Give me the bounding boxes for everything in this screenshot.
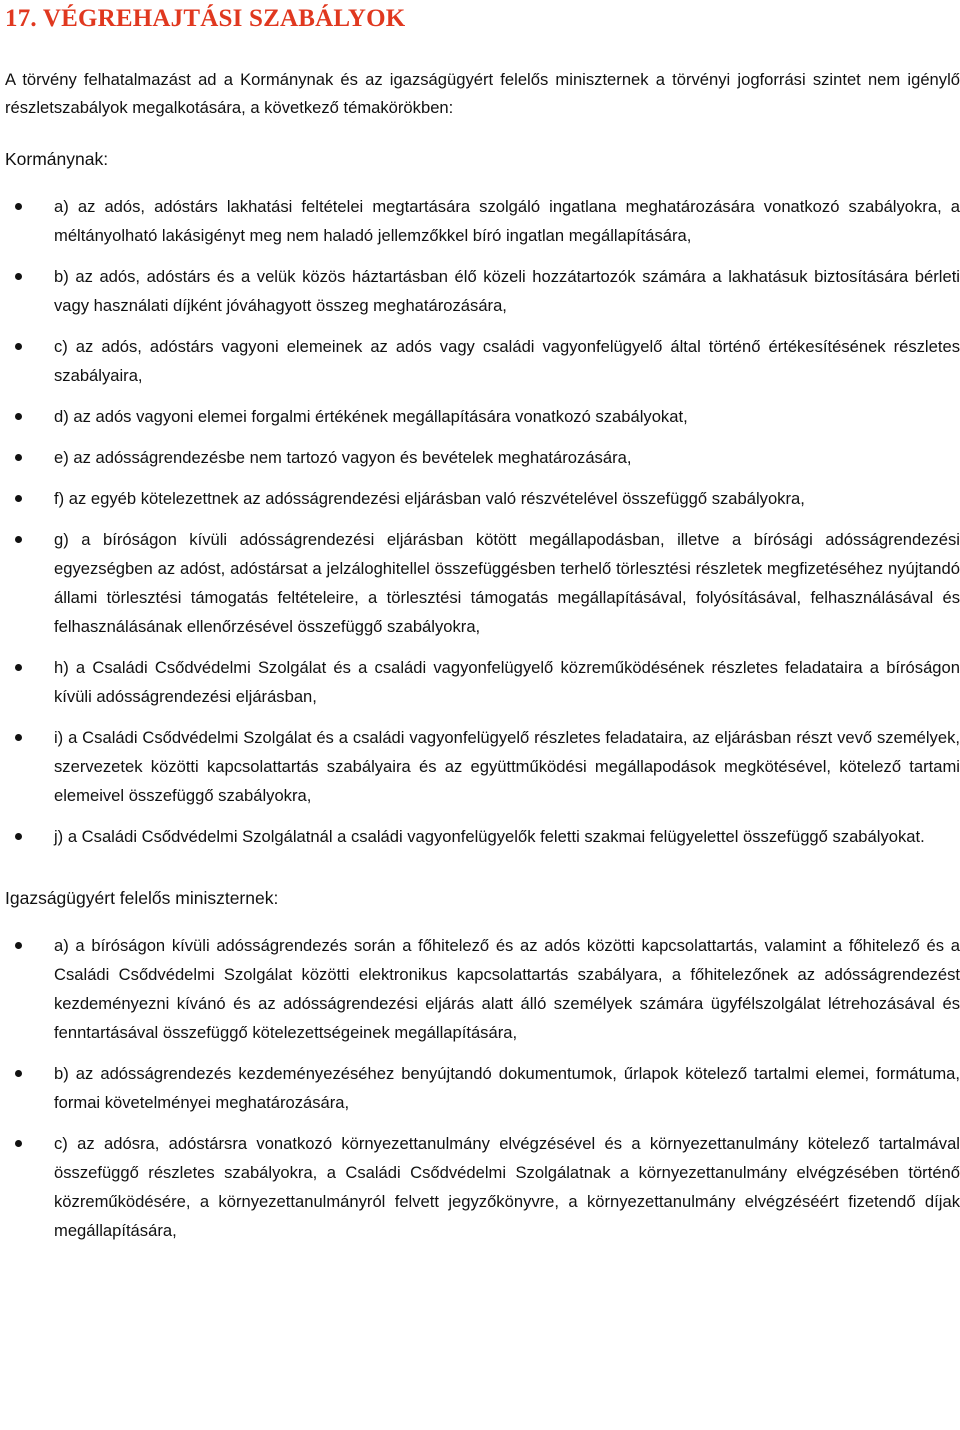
list-item-text: b) az adós, adóstárs és a velük közös háztartásban élő közeli hozzátartozók számára a lakhatásuk biztosítására bérleti vagy használati díjként jóváhagyott összeg meghatározására, xyxy=(54,267,960,315)
list-item xyxy=(5,484,960,513)
bullet-icon xyxy=(15,942,22,949)
miniszter-subheading: Igazságügyért felelős miniszternek: xyxy=(5,888,279,908)
list-item xyxy=(5,1059,960,1117)
bullet-icon xyxy=(15,413,22,420)
intro-paragraph: A törvény felhatalmazást ad a Kormánynak és az igazságügyért felelős miniszternek a törvényi jogforrási szintet nem igénylő részletszabályok megalkotására, a következő témakörökben: xyxy=(5,70,960,117)
bullet-icon xyxy=(15,495,22,502)
list-item xyxy=(5,332,960,390)
bullet-icon xyxy=(15,454,22,461)
bullet-icon xyxy=(15,664,22,671)
kormany-item-list xyxy=(5,192,960,851)
list-item xyxy=(5,653,960,711)
bullet-icon xyxy=(15,1140,22,1147)
list-item xyxy=(5,822,960,851)
bullet-icon xyxy=(15,343,22,350)
miniszter-item-list xyxy=(5,931,960,1245)
list-item-text: d) az adós vagyoni elemei forgalmi értékének megállapítására vonatkozó szabályokat, xyxy=(54,407,688,426)
list-item-text: e) az adósságrendezésbe nem tartozó vagyon és bevételek meghatározására, xyxy=(54,448,632,467)
list-item-text: f) az egyéb kötelezettnek az adósságrendezési eljárásban való részvételével összefüggő szabályokra, xyxy=(54,489,805,508)
list-item xyxy=(5,262,960,320)
list-item-text: c) az adósra, adóstársra vonatkozó környezettanulmány elvégzésével és a környezettanulmány kötelező tartalmával összefüggő részletes szabályokra, a Családi Csődvédelmi Szolgálatnak a környezettanulmány elvégzésében történő közreműködésére, a környezettanulmányról felvett jegyzőkönyvre, a környezettanulmány elvégzéséért fizetendő díjak megállapítására, xyxy=(54,1134,960,1240)
kormany-subheading: Kormánynak: xyxy=(5,149,109,169)
list-item xyxy=(5,192,960,250)
list-item-text: a) az adós, adóstárs lakhatási feltételei megtartására szolgáló ingatlana meghatározására vonatkozó szabályokra, a méltányolható lakásigényt meg nem haladó jellemzőkkel bíró ingatlan megállapítására, xyxy=(54,197,960,245)
list-item xyxy=(5,443,960,472)
bullet-icon xyxy=(15,273,22,280)
list-item-text: g) a bíróságon kívüli adósságrendezési eljárásban kötött megállapodásban, illetve a bírósági adósságrendezési egyezségben az adóst, adóstársat a jelzáloghitellel összefüggésben terhelő törlesztési részletek megfizetéséhez nyújtandó állami törlesztési támogatás feltételeire, a törlesztési támogatás megállapításával, folyósításával, felhasználásával és felhasználásának ellenőrzésével összefüggő szabályokra, xyxy=(54,530,960,636)
bullet-icon xyxy=(15,203,22,210)
bullet-icon xyxy=(15,536,22,543)
list-item xyxy=(5,525,960,641)
list-item xyxy=(5,931,960,1047)
list-item xyxy=(5,402,960,431)
bullet-icon xyxy=(15,1070,22,1077)
bullet-icon xyxy=(15,734,22,741)
list-item-text: j) a Családi Csődvédelmi Szolgálatnál a családi vagyonfelügyelők feletti szakmai felügyelettel összefüggő szabályokat. xyxy=(54,827,925,846)
bullet-icon xyxy=(15,833,22,840)
section-heading: 17. VÉGREHAJTÁSI SZABÁLYOK xyxy=(5,5,406,32)
list-item-text: c) az adós, adóstárs vagyoni elemeinek az adós vagy családi vagyonfelügyelő által történő értékesítésének részletes szabályaira, xyxy=(54,337,960,385)
list-item-text: h) a Családi Csődvédelmi Szolgálat és a családi vagyonfelügyelő közreműködésének részletes feladataira a bíróságon kívüli adósságrendezési eljárásban, xyxy=(54,658,960,706)
list-item xyxy=(5,1129,960,1245)
list-item xyxy=(5,723,960,810)
list-item-text: i) a Családi Csődvédelmi Szolgálat és a családi vagyonfelügyelő részletes feladataira, az eljárásban részt vevő személyek, szervezetek közötti kapcsolattartás szabályaira és az együttműködési megállapodások megkötésével, kötelező tartami elemeivel összefüggő szabályokra, xyxy=(54,728,960,805)
list-item-text: a) a bíróságon kívüli adósságrendezés során a főhitelező és az adós közötti kapcsolattartás, valamint a főhitelező és a Családi Csődvédelmi Szolgálat közötti elektronikus kapcsolattartás szabályara, a főhitelezőnek az adósságrendezést kezdeményezni kívánó és az adósságrendezési eljárás alatt álló személyek számára ügyfélszolgálat létrehozásával és fenntartásával összefüggő kötelezettségeinek megállapítására, xyxy=(54,936,960,1042)
list-item-text: b) az adósságrendezés kezdeményezéséhez benyújtandó dokumentumok, űrlapok kötelező tartalmi elemei, formátuma, formai követelményei meghatározására, xyxy=(54,1064,960,1112)
